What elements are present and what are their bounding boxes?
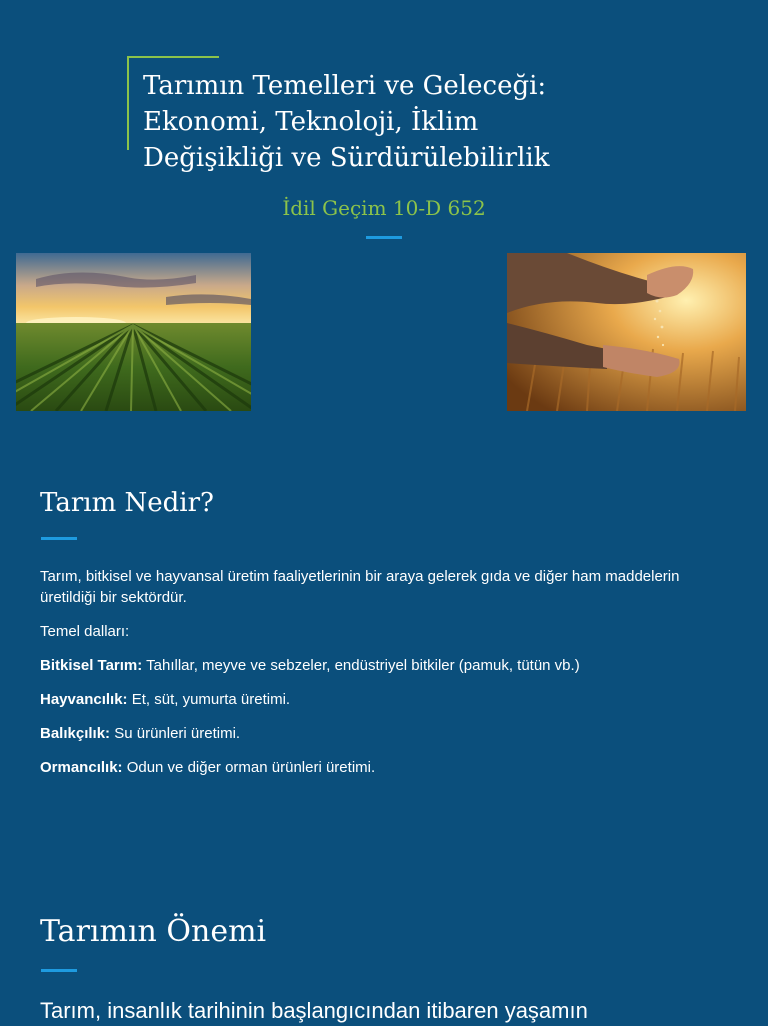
section-accent-divider bbox=[41, 969, 77, 972]
author-line: İdil Geçim 10-D 652 bbox=[282, 196, 486, 220]
intro-paragraph: Tarım, bitkisel ve hayvansal üretim faaliyetlerinin bir araya gelerek gıda ve diğer ham maddelerin üretildiği bir sektördür. bbox=[40, 568, 680, 606]
branch-description: Et, süt, yumurta üretimi. bbox=[127, 691, 291, 708]
branch-description: Su ürünleri üretimi. bbox=[110, 725, 241, 742]
importance-paragraph: Tarım, insanlık tarihinin başlangıcından itibaren yaşamın bbox=[40, 998, 588, 1023]
section-accent-divider bbox=[41, 537, 77, 540]
title-accent-divider bbox=[366, 236, 402, 239]
branch-item bbox=[40, 655, 720, 676]
branch-item bbox=[40, 689, 720, 710]
hands-sowing-seeds-photo bbox=[507, 253, 746, 411]
branch-term: Balıkçılık: bbox=[40, 725, 111, 742]
page-title: Tarımın Temelleri ve Geleceği: Ekonomi, Teknoloji, İklim Değişikliği ve Sürdürülebilirlik bbox=[143, 71, 550, 173]
branch-item bbox=[40, 757, 720, 778]
branch-item bbox=[40, 723, 720, 744]
branch-description: Odun ve diğer orman ürünleri üretimi. bbox=[122, 759, 376, 776]
branch-description: Tahıllar, meyve ve sebzeler, endüstriyel bitkiler (pamuk, tütün vb.) bbox=[142, 657, 580, 674]
branch-term: Ormancılık: bbox=[40, 759, 123, 776]
section-heading-tarimin-onemi: Tarımın Önemi bbox=[40, 914, 267, 949]
branch-term: Bitkisel Tarım: bbox=[40, 657, 143, 674]
branches-label: Temel dalları: bbox=[40, 623, 130, 640]
branch-term: Hayvancılık: bbox=[40, 691, 128, 708]
section-heading-tarim-nedir: Tarım Nedir? bbox=[40, 488, 214, 518]
field-rows-sunset-photo bbox=[16, 253, 251, 411]
